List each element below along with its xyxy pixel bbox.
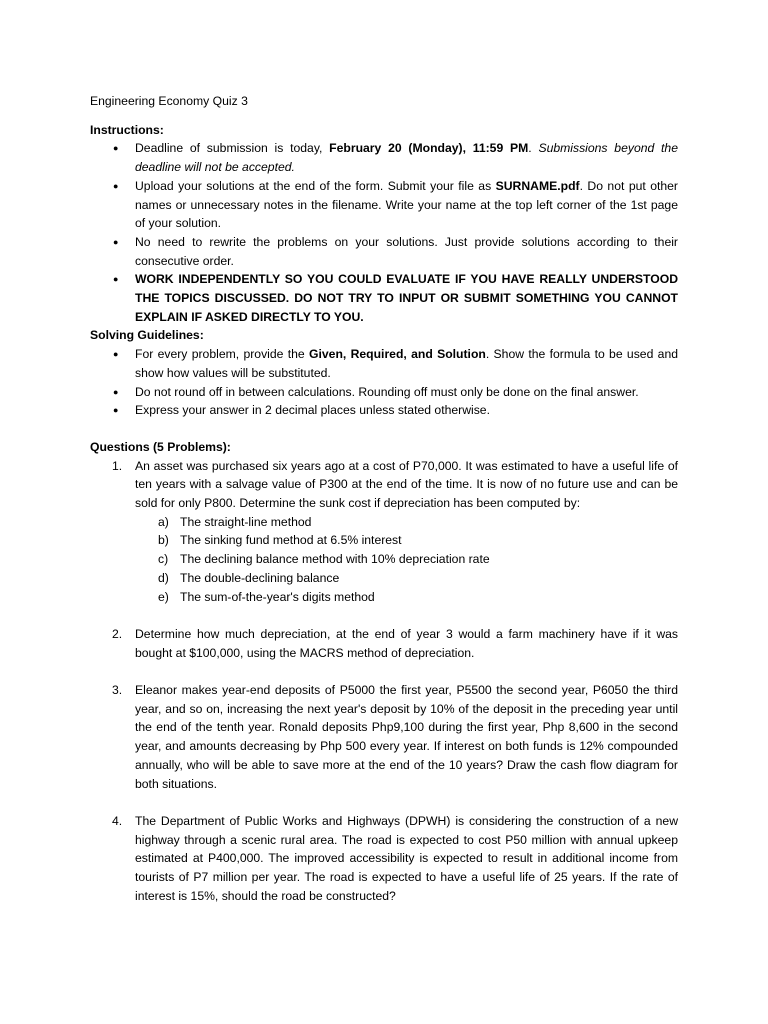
problems-list — [90, 457, 678, 906]
guideline-item — [90, 383, 678, 402]
subitem-label: d) — [158, 570, 169, 585]
problem-subitems — [135, 513, 678, 607]
instruction-text: . Do not put other names or unnecessary notes in the filename. Write your name at the top left corner of the 1st page of your solution. — [135, 178, 678, 231]
instruction-filename: SURNAME.pdf — [495, 178, 580, 193]
instruction-warning: WORK INDEPENDENTLY SO YOU COULD EVALUATE IF YOU HAVE REALLY UNDERSTOOD THE TOPICS DISCUSSED. DO NOT TRY TO INPUT OR SUBMIT SOMETHING YOU CANNOT EXPLAIN IF ASKED DIRECTLY TO YOU. — [135, 272, 678, 324]
subitem-label: b) — [158, 533, 169, 548]
subitem — [135, 550, 678, 569]
questions-heading: Questions (5 Problems): — [90, 439, 231, 454]
subitem-text: The double-declining balance — [180, 570, 340, 585]
instructions-heading: Instructions: — [90, 122, 164, 137]
subitem — [135, 569, 678, 588]
problem-text: An asset was purchased six years ago at a cost of P70,000. It was estimated to have a useful life of ten years with a salvage value of P300 at the end of the time. It is now of no future use and can be sold for only P800. Determine the sunk cost if depreciation has been computed by: — [135, 458, 678, 511]
document-title: Engineering Economy Quiz 3 — [90, 94, 248, 108]
problem-number: 2. — [112, 626, 123, 641]
guidelines-list — [90, 345, 678, 420]
subitem-label: c) — [158, 552, 169, 567]
instruction-text: No need to rewrite the problems on your solutions. Just provide solutions according to their consecutive order. — [135, 234, 678, 268]
subitem — [135, 531, 678, 550]
problem-text: Determine how much depreciation, at the end of year 3 would a farm machinery have if it was bought at $100,000, using the MACRS method of depreciation. — [135, 626, 678, 660]
instruction-deadline: February 20 (Monday), 11:59 PM — [329, 141, 529, 156]
problem-item — [90, 457, 678, 607]
subitem-label: a) — [158, 514, 169, 529]
subitem-text: The declining balance method with 10% depreciation rate — [180, 552, 490, 567]
subitem-text: The sum-of-the-year's digits method — [180, 589, 375, 604]
guidelines-heading: Solving Guidelines: — [90, 328, 204, 343]
problem-number: 1. — [112, 458, 123, 473]
problem-text: Eleanor makes year-end deposits of P5000 the first year, P5500 the second year, P6050 the third year, and so on, increasing the next year's deposit by 10% of the deposit in the preceding year until the end of the tenth year. Ronald deposits Php9,100 during the first year, Php 8,600 in the second year, and amounts decreasing by Php 500 every year. If interest on both funds is 12% compounded annually, who will be able to save more at the end of the 10 years? Draw the cash flow diagram for both situations. — [135, 683, 678, 791]
instruction-text: Deadline of submission is today, — [135, 141, 330, 156]
problem-text: The Department of Public Works and Highways (DPWH) is considering the construction of a new highway through a scenic rural area. The road is expected to cost P50 million with annual upkeep estimated at P400,000. The improved accessibility is expected to result in additional income from tourists of P7 million per year. The road is expected to have a useful life of 25 years. If the rate of interest is 15%, should the road be constructed? — [135, 813, 678, 903]
guideline-emphasis: Given, Required, and Solution — [309, 347, 486, 362]
document-content — [90, 92, 678, 924]
guideline-text: . Show the formula to be used and show how values will be substituted. — [135, 347, 679, 380]
instruction-item — [90, 270, 678, 326]
problem-number: 3. — [112, 683, 123, 698]
subitem — [135, 513, 678, 532]
problem-number: 4. — [112, 813, 123, 828]
guideline-text: Do not round off in between calculations. Rounding off must only be done on the final answer. — [135, 384, 639, 399]
guideline-item — [90, 401, 678, 420]
instruction-text: . — [528, 141, 539, 156]
subitem — [135, 588, 678, 607]
instructions-list — [90, 139, 678, 326]
guideline-text: Express your answer in 2 decimal places unless stated otherwise. — [135, 403, 490, 418]
instruction-note: Submissions beyond the deadline will not be accepted. — [135, 141, 678, 175]
guideline-item — [90, 345, 678, 382]
subitem-label: e) — [158, 589, 169, 604]
problem-item — [90, 625, 678, 662]
problem-item — [90, 812, 678, 906]
instruction-item — [90, 233, 678, 270]
subitem-text: The straight-line method — [180, 514, 312, 529]
problem-item — [90, 681, 678, 793]
guideline-text: For every problem, provide the — [135, 347, 310, 362]
instruction-text: Upload your solutions at the end of the form. Submit your file as — [135, 178, 496, 193]
instruction-item — [90, 177, 678, 233]
instruction-item — [90, 139, 678, 176]
subitem-text: The sinking fund method at 6.5% interest — [180, 533, 402, 548]
